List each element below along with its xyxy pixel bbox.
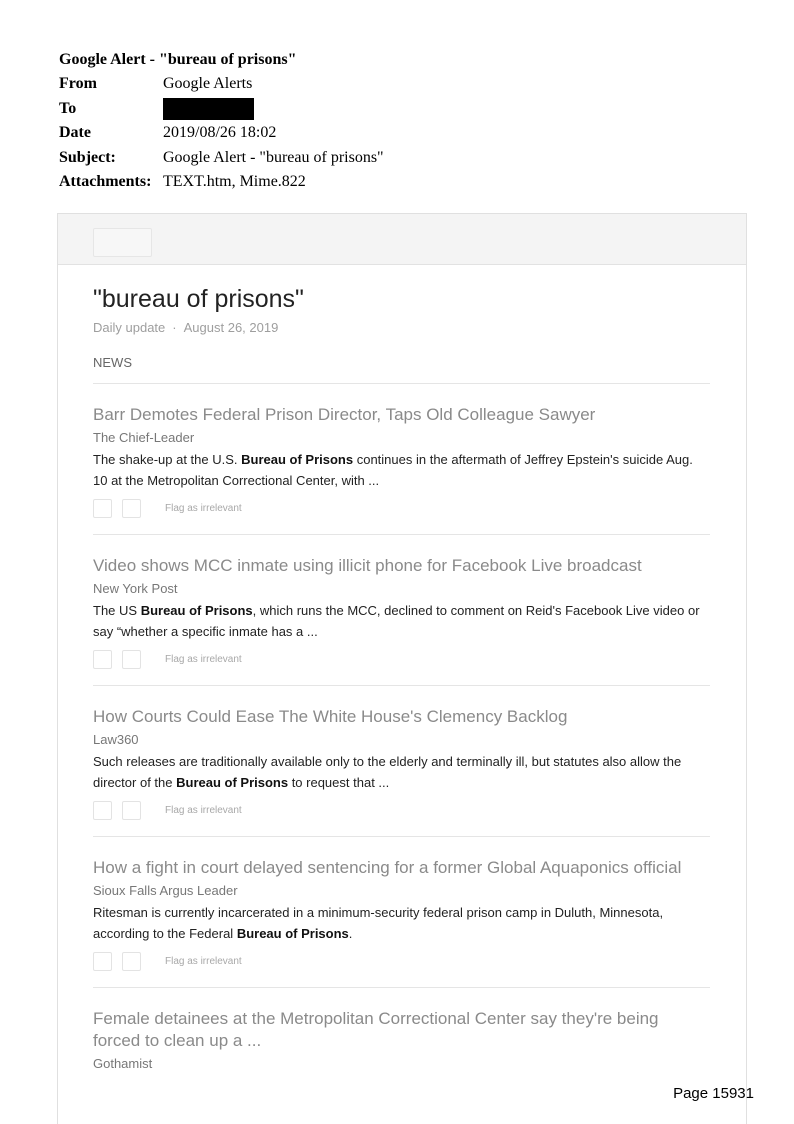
share-icon[interactable] [93, 499, 112, 518]
news-item [93, 837, 710, 988]
flag-irrelevant-link[interactable]: Flag as irrelevant [165, 956, 242, 967]
subject-label: Subject: [59, 148, 116, 166]
email-title: Google Alert - "bureau of prisons" [59, 51, 297, 68]
from-label: From [59, 75, 97, 92]
news-item-source: The Chief-Leader [93, 430, 195, 445]
flag-irrelevant-link[interactable]: Flag as irrelevant [165, 805, 242, 816]
alert-card [57, 213, 747, 1124]
news-item-title[interactable]: Video shows MCC inmate using illicit phone for Facebook Live broadcast [93, 556, 642, 575]
news-item [93, 535, 710, 686]
news-item-actions [93, 952, 710, 971]
share-icon[interactable] [122, 801, 141, 820]
alert-date: August 26, 2019 [183, 320, 279, 335]
share-icon[interactable] [122, 952, 141, 971]
subject-value: Google Alert - "bureau of prisons" [163, 148, 384, 166]
news-item-title[interactable]: How a fight in court delayed sentencing for a former Global Aquaponics official [93, 858, 682, 877]
redaction-box [163, 98, 254, 120]
news-item-actions [93, 650, 710, 669]
header-row-to [59, 97, 384, 122]
news-item-source: Law360 [93, 732, 139, 747]
flag-irrelevant-link[interactable]: Flag as irrelevant [165, 654, 242, 665]
to-value [163, 97, 254, 122]
share-icon[interactable] [122, 499, 141, 518]
news-item-source: Sioux Falls Argus Leader [93, 883, 238, 898]
header-row-attachments [59, 170, 384, 195]
from-value: Google Alerts [163, 75, 253, 92]
share-icon[interactable] [93, 650, 112, 669]
news-item-source: New York Post [93, 581, 178, 596]
card-header [58, 214, 746, 265]
header-row-from [59, 72, 384, 97]
share-icon[interactable] [93, 801, 112, 820]
alert-meta [93, 320, 710, 335]
news-item-title[interactable]: How Courts Could Ease The White House's Clemency Backlog [93, 707, 568, 726]
attachments-value[interactable]: TEXT.htm, Mime.822 [163, 173, 306, 191]
share-icon[interactable] [93, 952, 112, 971]
alert-query: "bureau of prisons" [93, 285, 304, 313]
to-label: To [59, 99, 77, 117]
alert-content [93, 265, 710, 1088]
date-label: Date [59, 124, 91, 142]
separator-dot: · [172, 320, 177, 335]
news-item-snippet: The shake-up at the U.S. Bureau of Prisons continues in the aftermath of Jeffrey Epstein's suicide Aug. 10 at the Metropolitan Correctional Center, with ... [93, 452, 693, 488]
news-item [93, 686, 710, 837]
date-value: 2019/08/26 18:02 [163, 124, 277, 142]
news-item [93, 988, 710, 1088]
header-row-date [59, 121, 384, 146]
news-item-title[interactable]: Female detainees at the Metropolitan Correctional Center say they're being forced to clean up a ... [93, 1009, 659, 1050]
news-item-title[interactable]: Barr Demotes Federal Prison Director, Taps Old Colleague Sawyer [93, 405, 596, 424]
flag-irrelevant-link[interactable]: Flag as irrelevant [165, 503, 242, 514]
share-icon[interactable] [122, 650, 141, 669]
google-logo-placeholder [93, 228, 152, 257]
alert-frequency: Daily update [93, 320, 166, 335]
attachments-label: Attachments: [59, 173, 152, 191]
section-heading: NEWS [93, 355, 710, 384]
page-number: Page 15931 [673, 1085, 754, 1102]
header-row-subject [59, 146, 384, 171]
news-item-snippet: Ritesman is currently incarcerated in a minimum-security federal prison camp in Duluth, Minnesota, according to the Federal Bureau of Prisons. [93, 905, 664, 941]
news-item [93, 384, 710, 535]
news-item-snippet: The US Bureau of Prisons, which runs the MCC, declined to comment on Reid's Facebook Live video or say “whether a specific inmate has a ... [93, 603, 700, 639]
news-item-source: Gothamist [93, 1056, 153, 1071]
email-header [59, 48, 384, 195]
news-item-snippet: Such releases are traditionally available only to the elderly and terminally ill, but statutes also allow the director of the Bureau of Prisons to request that ... [93, 754, 682, 790]
news-item-actions [93, 801, 710, 820]
news-item-actions [93, 499, 710, 518]
